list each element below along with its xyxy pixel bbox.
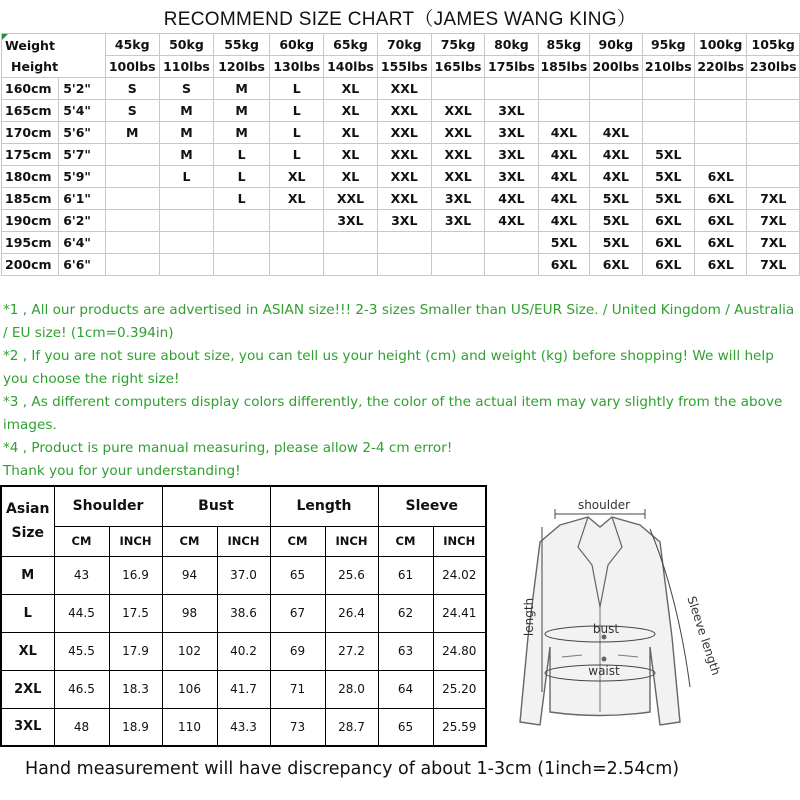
size-row	[2, 100, 800, 122]
height-cm: 165cm	[2, 100, 59, 122]
bust-label: bust	[592, 622, 620, 636]
measurement-value: 69	[270, 632, 325, 670]
size-cell	[270, 232, 324, 254]
note-1: *1 , All our products are advertised in ASIAN size!!! 2-3 sizes Smaller than US/EUR Size. / United Kingdom / Australia / EU size! (1cm=0.394in)	[3, 302, 795, 341]
weight-lbs-header: 165lbs	[431, 56, 484, 78]
size-cell	[159, 254, 213, 276]
inch-unit-header: INCH	[325, 526, 378, 556]
size-cell	[642, 78, 694, 100]
weight-lbs-header: 230lbs	[747, 56, 800, 78]
measurement-value: 25.6	[325, 556, 378, 594]
measurement-value: 106	[162, 670, 217, 708]
size-cell: 4XL	[538, 122, 590, 144]
cm-unit-header: CM	[270, 526, 325, 556]
measurement-value: 65	[270, 556, 325, 594]
weight-kg-header: 105kg	[747, 34, 800, 56]
size-cell: 3XL	[431, 188, 484, 210]
size-cell: XL	[324, 78, 377, 100]
measurement-value: 67	[270, 594, 325, 632]
measurement-value: 28.0	[325, 670, 378, 708]
size-row	[2, 166, 800, 188]
size-cell: 3XL	[485, 100, 538, 122]
size-cell: 4XL	[590, 122, 642, 144]
sleeve-label: Sleeve length	[684, 594, 724, 678]
measurement-value: 73	[270, 708, 325, 746]
footer-note: Hand measurement will have discrepancy of about 1-3cm (1inch=2.54cm)	[25, 759, 680, 779]
measurement-value: 44.5	[54, 594, 109, 632]
measurement-value: 45.5	[54, 632, 109, 670]
size-cell	[695, 78, 747, 100]
measurement-value: 17.5	[109, 594, 162, 632]
measurement-value: 102	[162, 632, 217, 670]
size-cell	[377, 232, 431, 254]
size-cell	[214, 254, 270, 276]
size-cell	[747, 100, 800, 122]
weight-kg-header: 95kg	[642, 34, 694, 56]
weight-lbs-header: 110lbs	[159, 56, 213, 78]
measurement-value: 17.9	[109, 632, 162, 670]
height-cm: 160cm	[2, 78, 59, 100]
height-cm: 175cm	[2, 144, 59, 166]
size-cell	[695, 122, 747, 144]
size-cell: 5XL	[642, 144, 694, 166]
size-cell	[105, 232, 159, 254]
weight-kg-header: 70kg	[377, 34, 431, 56]
size-cell: 5XL	[642, 166, 694, 188]
size-cell: 3XL	[485, 122, 538, 144]
height-in: 6'2"	[59, 210, 105, 232]
size-cell: M	[214, 122, 270, 144]
measurement-value: 24.02	[433, 556, 486, 594]
measurement-value: 16.9	[109, 556, 162, 594]
inch-unit-header: INCH	[433, 526, 486, 556]
size-cell	[538, 100, 590, 122]
weight-lbs-header: 210lbs	[642, 56, 694, 78]
size-cell	[159, 188, 213, 210]
size-cell: 5XL	[590, 232, 642, 254]
asian-label: Asian	[6, 501, 50, 518]
size-cell: 6XL	[642, 254, 694, 276]
size-cell	[642, 100, 694, 122]
size-cell: 5XL	[590, 210, 642, 232]
weight-kg-header: 85kg	[538, 34, 590, 56]
measurement-table	[0, 485, 487, 747]
size-cell	[590, 100, 642, 122]
size-cell: M	[159, 122, 213, 144]
cm-unit-header: CM	[54, 526, 109, 556]
measurement-value: 110	[162, 708, 217, 746]
size-cell: L	[270, 122, 324, 144]
measurement-size: 2XL	[1, 670, 54, 708]
size-row	[2, 144, 800, 166]
size-cell	[324, 232, 377, 254]
size-cell	[105, 210, 159, 232]
size-cell: XL	[270, 188, 324, 210]
size-cell: 4XL	[590, 144, 642, 166]
size-cell: XXL	[377, 166, 431, 188]
height-cm: 170cm	[2, 122, 59, 144]
measurement-value: 94	[162, 556, 217, 594]
size-cell	[270, 254, 324, 276]
measurement-value: 18.9	[109, 708, 162, 746]
size-cell	[431, 254, 484, 276]
size-cell: XXL	[377, 144, 431, 166]
size-cell: XXL	[377, 122, 431, 144]
weight-kg-header: 100kg	[695, 34, 747, 56]
weight-lbs-header: 220lbs	[695, 56, 747, 78]
jacket-diagram	[500, 487, 730, 752]
measurement-value: 25.59	[433, 708, 486, 746]
size-cell: M	[159, 144, 213, 166]
size-cell: S	[105, 78, 159, 100]
size-cell: XXL	[431, 166, 484, 188]
height-in: 5'7"	[59, 144, 105, 166]
size-cell: 3XL	[431, 210, 484, 232]
measurement-size: M	[1, 556, 54, 594]
length-label: length	[522, 597, 536, 637]
height-in: 6'6"	[59, 254, 105, 276]
height-corner-label: Height	[11, 58, 59, 74]
measurement-value: 28.7	[325, 708, 378, 746]
measurement-value: 64	[378, 670, 433, 708]
size-cell: 6XL	[642, 232, 694, 254]
size-cell	[214, 210, 270, 232]
size-cell: L	[214, 188, 270, 210]
measurement-value: 48	[54, 708, 109, 746]
measurement-row	[1, 708, 486, 746]
height-in: 6'4"	[59, 232, 105, 254]
weight-kg-header: 60kg	[270, 34, 324, 56]
measurement-value: 63	[378, 632, 433, 670]
weight-kg-header: 50kg	[159, 34, 213, 56]
weight-lbs-header: 130lbs	[270, 56, 324, 78]
size-cell: XXL	[431, 100, 484, 122]
measurement-size: 3XL	[1, 708, 54, 746]
size-cell	[105, 188, 159, 210]
weight-lbs-header: 100lbs	[105, 56, 159, 78]
size-cell	[159, 232, 213, 254]
size-cell: 4XL	[538, 188, 590, 210]
size-cell: M	[214, 100, 270, 122]
size-cell	[590, 78, 642, 100]
size-cell	[270, 210, 324, 232]
size-cell: XL	[270, 166, 324, 188]
size-cell: XXL	[324, 188, 377, 210]
size-cell: 6XL	[642, 210, 694, 232]
waist-label: waist	[588, 664, 620, 678]
height-cm: 185cm	[2, 188, 59, 210]
size-cell	[431, 232, 484, 254]
size-row	[2, 78, 800, 100]
size-cell: 3XL	[377, 210, 431, 232]
measurement-value: 25.20	[433, 670, 486, 708]
size-row	[2, 254, 800, 276]
size-cell: 6XL	[538, 254, 590, 276]
size-cell: XXL	[377, 100, 431, 122]
weight-corner-label: Weight	[5, 37, 55, 53]
weight-lbs-header: 200lbs	[590, 56, 642, 78]
size-cell: L	[270, 78, 324, 100]
size-cell: 6XL	[590, 254, 642, 276]
size-cell: 4XL	[485, 188, 538, 210]
size-cell	[695, 144, 747, 166]
size-cell: M	[105, 122, 159, 144]
cm-unit-header: CM	[162, 526, 217, 556]
measurement-value: 61	[378, 556, 433, 594]
size-cell: 4XL	[538, 166, 590, 188]
measurement-value: 24.41	[433, 594, 486, 632]
size-cell: L	[214, 166, 270, 188]
size-cell: 7XL	[747, 232, 800, 254]
size-cell: S	[105, 100, 159, 122]
weight-lbs-header: 120lbs	[214, 56, 270, 78]
size-cell	[485, 254, 538, 276]
size-cell: 4XL	[538, 144, 590, 166]
size-cell: 6XL	[695, 232, 747, 254]
shoulder-label: shoulder	[577, 498, 631, 512]
size-cell: 5XL	[590, 188, 642, 210]
size-cell: 5XL	[538, 232, 590, 254]
size-cell	[431, 78, 484, 100]
height-cm: 180cm	[2, 166, 59, 188]
measurement-row	[1, 670, 486, 708]
size-cell	[485, 232, 538, 254]
size-cell	[642, 122, 694, 144]
measurement-value: 41.7	[217, 670, 270, 708]
measurement-value: 46.5	[54, 670, 109, 708]
size-cell: XXL	[377, 188, 431, 210]
size-cell: 7XL	[747, 188, 800, 210]
size-cell: 7XL	[747, 210, 800, 232]
weight-kg-header: 80kg	[485, 34, 538, 56]
measurement-value: 38.6	[217, 594, 270, 632]
size-cell	[105, 166, 159, 188]
weight-kg-header: 90kg	[590, 34, 642, 56]
size-cell: XL	[324, 166, 377, 188]
size-cell: 6XL	[695, 166, 747, 188]
height-in: 5'4"	[59, 100, 105, 122]
measurement-size: L	[1, 594, 54, 632]
asian-size-header	[1, 486, 54, 556]
size-cell	[105, 254, 159, 276]
measurement-size: XL	[1, 632, 54, 670]
thank-you-note: Thank you for your understanding!	[3, 463, 241, 479]
weight-kg-header: 55kg	[214, 34, 270, 56]
measurement-value: 43	[54, 556, 109, 594]
measurement-value: 65	[378, 708, 433, 746]
weight-height-corner	[2, 34, 106, 78]
measurement-value: 18.3	[109, 670, 162, 708]
height-in: 5'6"	[59, 122, 105, 144]
height-cm: 190cm	[2, 210, 59, 232]
size-cell: M	[159, 100, 213, 122]
measurement-value: 27.2	[325, 632, 378, 670]
size-cell: 3XL	[324, 210, 377, 232]
length-header: Length	[270, 486, 378, 526]
measurement-value: 98	[162, 594, 217, 632]
size-cell	[695, 100, 747, 122]
weight-lbs-header: 155lbs	[377, 56, 431, 78]
size-cell: 6XL	[695, 210, 747, 232]
weight-kg-header: 65kg	[324, 34, 377, 56]
size-cell	[747, 144, 800, 166]
size-label: Size	[11, 525, 45, 542]
size-cell: L	[270, 100, 324, 122]
note-4: *4 , Product is pure manual measuring, please allow 2-4 cm error!	[3, 440, 453, 456]
size-cell: 6XL	[695, 188, 747, 210]
size-row	[2, 122, 800, 144]
size-cell: M	[214, 78, 270, 100]
size-cell	[747, 166, 800, 188]
shoulder-header: Shoulder	[54, 486, 162, 526]
measurement-value: 37.0	[217, 556, 270, 594]
size-cell	[377, 254, 431, 276]
measurement-value: 62	[378, 594, 433, 632]
measurement-value: 71	[270, 670, 325, 708]
size-cell: XL	[324, 144, 377, 166]
size-chart-table	[1, 33, 800, 276]
sleeve-header: Sleeve	[378, 486, 486, 526]
size-cell: XL	[324, 100, 377, 122]
size-cell	[159, 210, 213, 232]
weight-kg-header: 75kg	[431, 34, 484, 56]
height-in: 5'2"	[59, 78, 105, 100]
weight-kg-header: 45kg	[105, 34, 159, 56]
note-3: *3 , As different computers display colors differently, the color of the actual item may vary slightly from the above images.	[3, 394, 783, 433]
height-in: 5'9"	[59, 166, 105, 188]
size-cell	[214, 232, 270, 254]
cm-unit-header: CM	[378, 526, 433, 556]
size-cell: S	[159, 78, 213, 100]
size-cell: 4XL	[590, 166, 642, 188]
height-in: 6'1"	[59, 188, 105, 210]
inch-unit-header: INCH	[217, 526, 270, 556]
weight-lbs-header: 185lbs	[538, 56, 590, 78]
size-cell: 5XL	[642, 188, 694, 210]
size-cell	[485, 78, 538, 100]
size-cell: XL	[324, 122, 377, 144]
chart-title: RECOMMEND SIZE CHART（JAMES WANG KING）	[163, 9, 637, 30]
size-row	[2, 232, 800, 254]
size-cell: 4XL	[538, 210, 590, 232]
size-cell	[747, 78, 800, 100]
size-cell: L	[270, 144, 324, 166]
measurement-value: 26.4	[325, 594, 378, 632]
notes-block	[3, 299, 798, 483]
size-row	[2, 210, 800, 232]
measurement-value: 43.3	[217, 708, 270, 746]
measurement-row	[1, 594, 486, 632]
size-cell: L	[159, 166, 213, 188]
size-cell	[105, 144, 159, 166]
size-cell	[538, 78, 590, 100]
size-cell: L	[214, 144, 270, 166]
weight-lbs-header: 140lbs	[324, 56, 377, 78]
size-cell: 4XL	[485, 210, 538, 232]
bust-header: Bust	[162, 486, 270, 526]
note-2: *2 , If you are not sure about size, you can tell us your height (cm) and weight (kg) before shopping! We will help you choose the right size!	[3, 348, 774, 387]
size-cell: 3XL	[485, 144, 538, 166]
measurement-row	[1, 556, 486, 594]
size-row	[2, 188, 800, 210]
size-cell	[324, 254, 377, 276]
height-cm: 200cm	[2, 254, 59, 276]
measurement-row	[1, 632, 486, 670]
size-cell: XXL	[431, 122, 484, 144]
height-cm: 195cm	[2, 232, 59, 254]
measurement-value: 24.80	[433, 632, 486, 670]
inch-unit-header: INCH	[109, 526, 162, 556]
size-cell: 7XL	[747, 254, 800, 276]
size-cell: 3XL	[485, 166, 538, 188]
weight-lbs-header: 175lbs	[485, 56, 538, 78]
size-cell: 6XL	[695, 254, 747, 276]
size-cell: XXL	[431, 144, 484, 166]
size-cell	[747, 122, 800, 144]
size-cell: XXL	[377, 78, 431, 100]
measurement-value: 40.2	[217, 632, 270, 670]
